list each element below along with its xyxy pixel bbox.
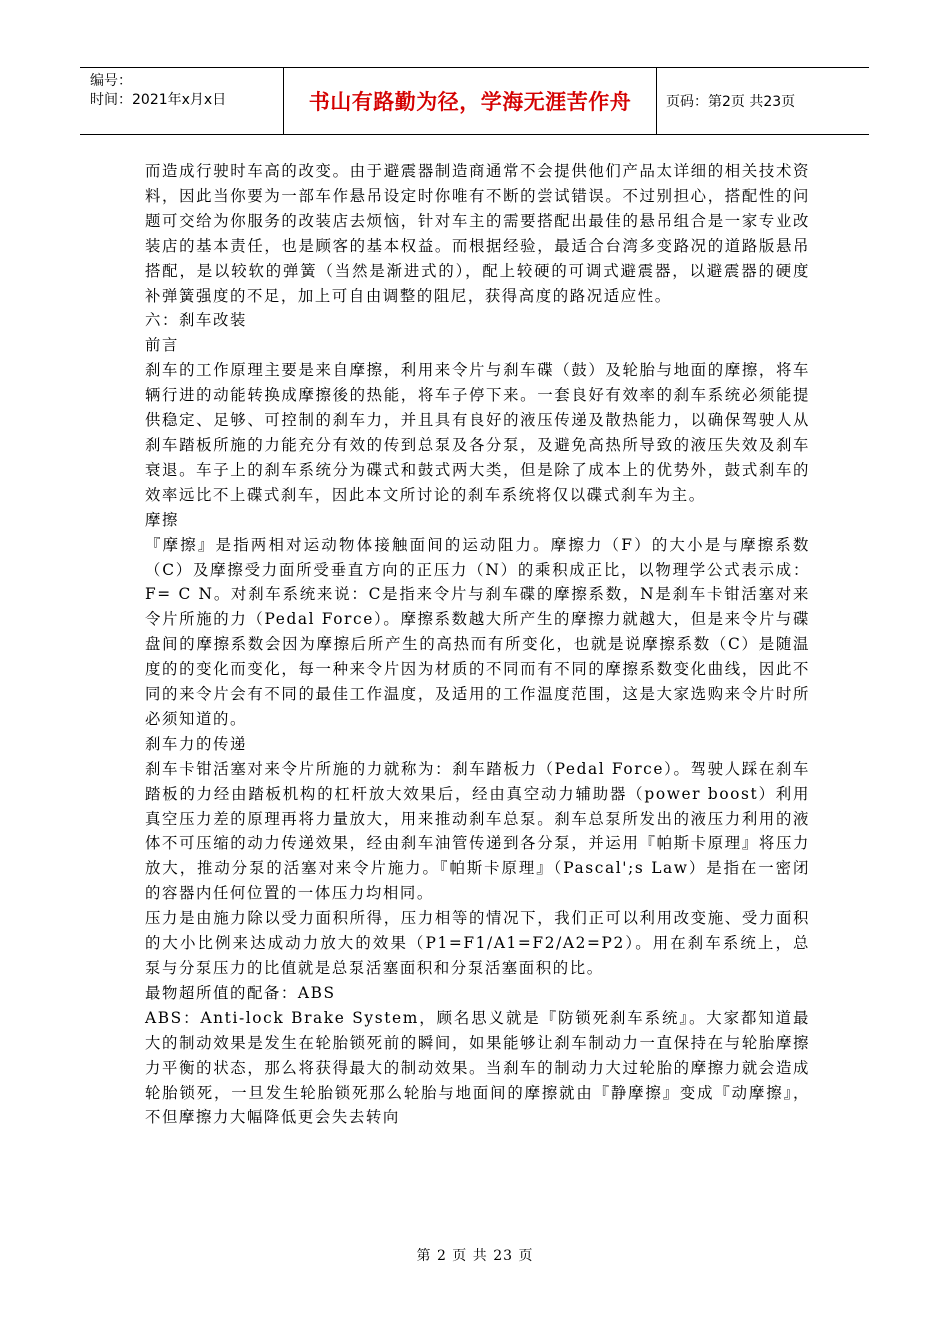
header-page-info: 页码：第2页 共23页 — [666, 94, 796, 110]
header-motto-cell — [284, 68, 657, 134]
paragraph-abs: ABS：Anti-lock Brake System，顾名思义就是『防锁死刹车系统』。大家都知道最大的制动效果是发生在轮胎锁死前的瞬间，如果能够让刹车制动力一直保持在与轮胎摩擦力平衡的状态，那么将获得最大的制动效果。当刹车的制动力大过轮胎的摩擦力就会造成轮胎锁死，一旦发生轮胎锁死那么轮胎与地面间的摩擦就由『静摩擦』变成『动摩擦』，不但摩擦力大幅降低更会失去转向 — [145, 1008, 810, 1127]
motto-text: 书山有路勤为径，学海无涯苦作舟 — [308, 90, 632, 114]
subheading-preface: 前言 — [145, 336, 179, 355]
document-body — [145, 159, 810, 1130]
paragraph-friction: 『摩擦』是指两相对运动物体接触面间的运动阻力。摩擦力（F）的大小是与摩擦系数（C）及摩擦受力面所受垂直方向的正压力（N）的乘积成正比，以物理学公式表示成：F= C N。对刹车系统来说：C是指来令片与刹车碟的摩擦系数，N是刹车卡钳活塞对来令片所施的力（Pedal Force）。摩擦系数越大所产生的摩擦力就越大，但是来令片与碟盘间的摩擦系数会因为摩擦后所产生的高热而有所变化，也就是说摩擦系数（C）是随温度的的变化而变化，每一种来令片因为材质的不同而有不同的摩擦系数变化曲线，因此不同的来令片会有不同的最佳工作温度，及适用的工作温度范围，这是大家选购来令片时所必须知道的。 — [145, 535, 810, 728]
header-meta-cell — [80, 68, 284, 134]
page-footer — [0, 1245, 950, 1265]
paragraph-brake-force-transfer: 刹车卡钳活塞对来令片所施的力就称为：刹车踏板力（Pedal Force）。驾驶人踩在刹车踏板的力经由踏板机构的杠杆放大效果后，经由真空动力辅助器（power boost）利用真空压力差的原理再将力量放大，用来推动刹车总泵。刹车总泵所发出的液压力利用的液体不可压缩的动力传递效果，经由刹车油管传递到各分泵，并运用『帕斯卡原理』将压力放大，推动分泵的活塞对来令片施力。『帕斯卡原理』（Pascal';s Law）是指在一密闭的容器内任何位置的一体压力均相同。 — [145, 759, 810, 903]
section-heading-brake-mod: 六：刹车改装 — [145, 311, 247, 330]
paragraph-suspension-summary: 而造成行驶时车高的改变。由于避震器制造商通常不会提供他们产品太详细的相关技术资料，因此当你要为一部车作悬吊设定时你唯有不断的尝试错误。不过别担心，搭配性的问题可交给为你服务的改装店去烦恼，针对车主的需要搭配出最佳的悬吊组合是一家专业改装店的基本责任，也是顾客的基本权益。而根据经验，最适合台湾多变路况的道路版悬吊搭配，是以较软的弹簧（当然是渐进式的），配上较硬的可调式避震器，以避震器的硬度补弹簧强度的不足，加上可自由调整的阻尼，获得高度的路况适应性。 — [145, 162, 810, 305]
time-label: 时间：2021年x月x日 — [90, 92, 227, 108]
number-label: 编号： — [90, 73, 132, 89]
subheading-friction: 摩擦 — [145, 510, 179, 529]
header-page-cell — [657, 68, 869, 134]
paragraph-brake-principle: 刹车的工作原理主要是来自摩擦，利用来令片与刹车碟（鼓）及轮胎与地面的摩擦，将车辆行进的动能转换成摩擦後的热能，将车子停下来。一套良好有效率的刹车系统必须能提供稳定、足够、可控制的刹车力，并且具有良好的液压传递及散热能力，以确保驾驶人从刹车踏板所施的力能充分有效的传到总泵及各分泵，及避免高热所导致的液压失效及刹车衰退。车子上的刹车系统分为碟式和鼓式两大类，但是除了成本上的优势外，鼓式刹车的效率远比不上碟式刹车，因此本文所讨论的刹车系统将仅以碟式刹车为主。 — [145, 361, 810, 504]
subheading-abs: 最物超所值的配备：ABS — [145, 983, 336, 1002]
paragraph-pressure: 压力是由施力除以受力面积所得，压力相等的情况下，我们正可以利用改变施、受力面积的大小比例来达成动力放大的效果（P1=F1/A1=F2/A2=P2）。用在刹车系统上，总泵与分泵压力的比值就是总泵活塞面积和分泵活塞面积的比。 — [145, 909, 810, 977]
footer-page-number: 第 2 页 共 23 页 — [416, 1248, 534, 1264]
page-header — [80, 67, 869, 135]
subheading-brake-force-transfer: 刹车力的传递 — [145, 734, 247, 753]
